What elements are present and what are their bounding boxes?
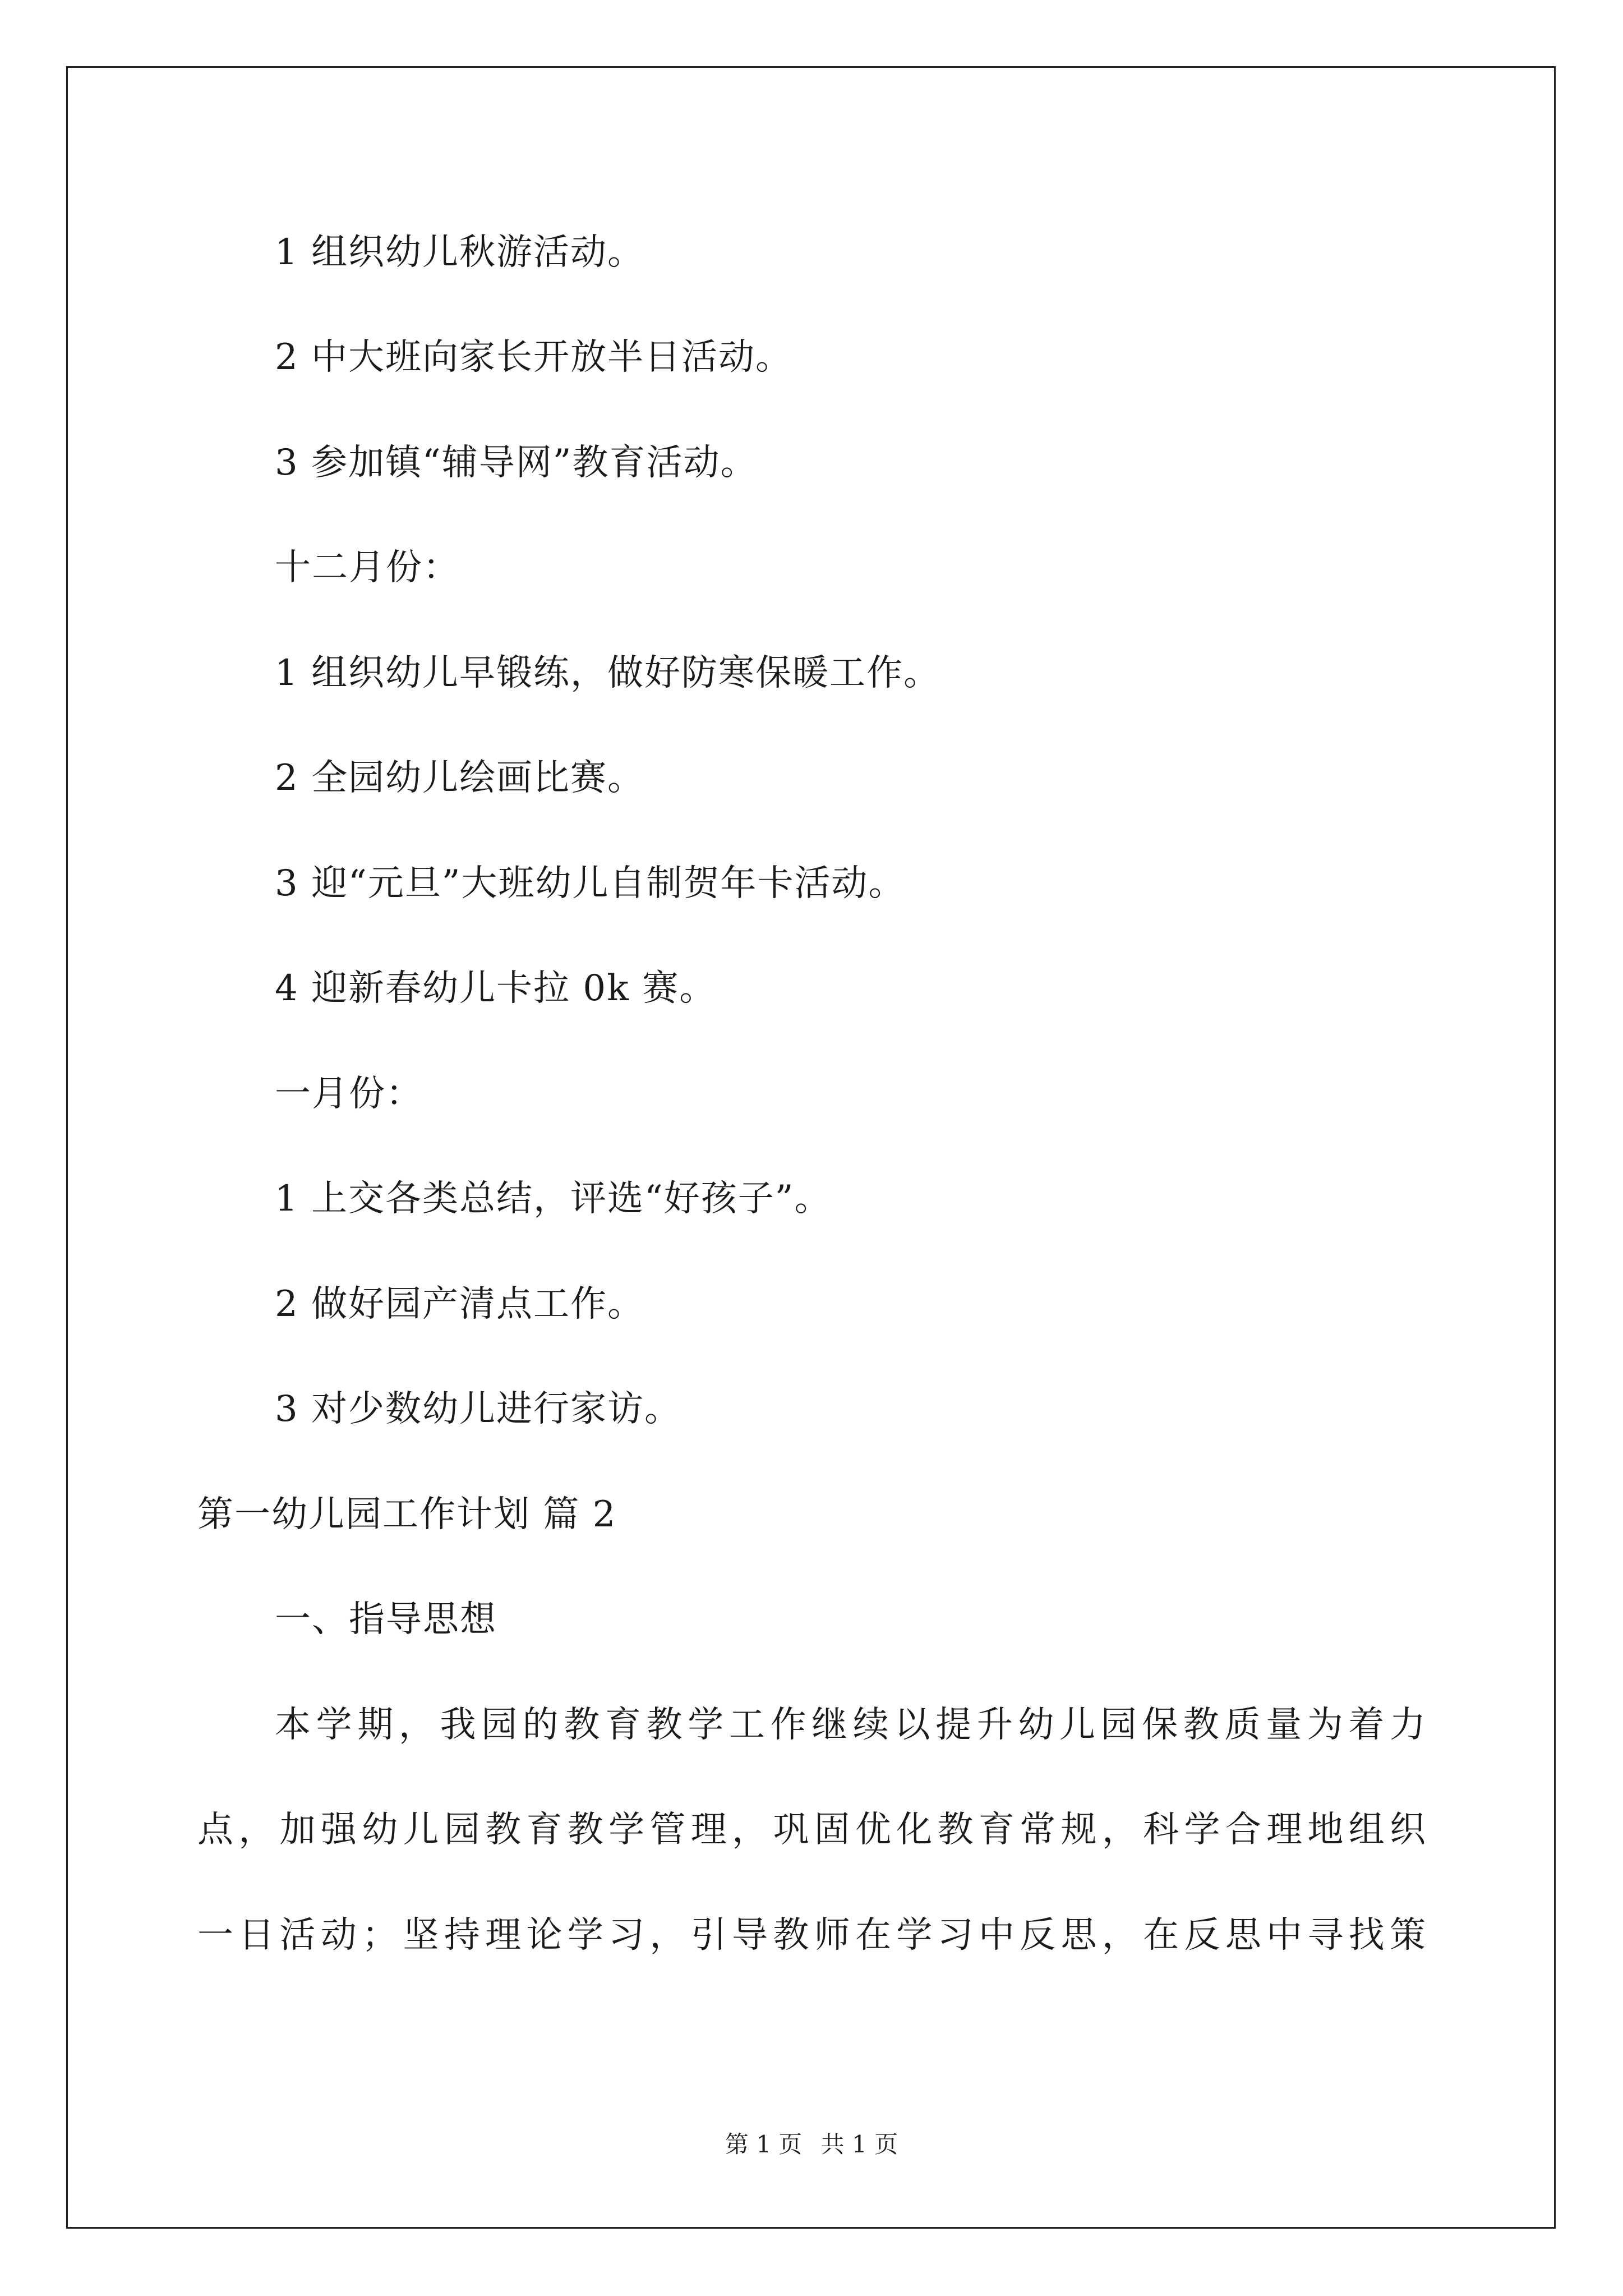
list-item: 1 组织幼儿早锻练，做好防寒保暖工作。: [275, 652, 941, 694]
paragraph-line: 点，加强幼儿园教育教学管理，巩固优化教育常规，科学合理地组织: [197, 1809, 1427, 1851]
list-item: 1 组织幼儿秋游活动。: [275, 232, 645, 273]
page-total: 共 1 页: [820, 2131, 898, 2158]
paragraph-line: 一日活动；坚持理论学习，引导教师在学习中反思，在反思中寻找策: [197, 1915, 1427, 1956]
page-footer: [0, 2129, 1623, 2160]
list-item: 3 参加镇“辅导网”教育活动。: [275, 442, 758, 484]
list-item: 2 全园幼儿绘画比赛。: [275, 757, 645, 799]
list-item: 3 迎“元旦”大班幼儿自制贺年卡活动。: [275, 863, 906, 904]
month-heading: 十二月份：: [275, 547, 460, 588]
page-number: 第 1 页: [725, 2131, 803, 2158]
page-border: [66, 66, 1556, 2229]
subheading: 一、指导思想: [275, 1599, 497, 1640]
month-heading: 一月份：: [275, 1073, 423, 1115]
section-title: 第一幼儿园工作计划 篇 2: [197, 1494, 617, 1535]
list-item: 1 上交各类总结，评选“好孩子”。: [275, 1178, 832, 1220]
list-item: 2 做好园产清点工作。: [275, 1283, 645, 1325]
list-item: 4 迎新春幼儿卡拉 0k 赛。: [275, 968, 717, 1009]
list-item: 2 中大班向家长开放半日活动。: [275, 337, 793, 378]
list-item: 3 对少数幼儿进行家访。: [275, 1388, 682, 1430]
paragraph-line: 本学期，我园的教育教学工作继续以提升幼儿园保教质量为着力: [275, 1704, 1427, 1746]
